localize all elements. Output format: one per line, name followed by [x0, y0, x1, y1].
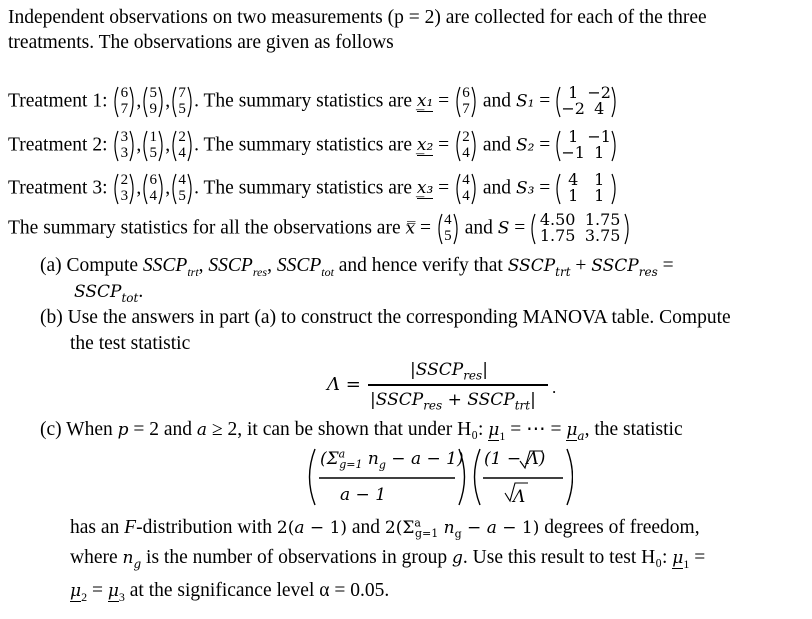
- observation-bottom: 5: [178, 101, 186, 117]
- mean-bottom: 7: [462, 101, 470, 117]
- cov-cell: 1: [594, 143, 605, 162]
- observation-top: 1: [149, 129, 157, 145]
- observation-vector: [142, 85, 164, 119]
- covariance-symbol: S₃: [515, 178, 535, 199]
- observation-bottom: 5: [178, 188, 186, 204]
- treatment-row-1: Treatment 1: 6 7 , 5 9 , 7 5 . The summary statistics are x̲₁ = 6 7 and S₁ = 1 −2 −2 4: [8, 85, 617, 119]
- treatment-covariance-matrix: [555, 129, 617, 163]
- overall-summary-text: The summary statistics for all the observations are: [8, 217, 401, 239]
- part-c-rest: is the number of observations in group: [146, 547, 448, 568]
- cov-cell: 4: [568, 170, 579, 189]
- observation-top: 7: [178, 85, 186, 101]
- treatment-label: Treatment 1:: [8, 90, 108, 112]
- mean-bottom: 4: [462, 145, 470, 161]
- part-c-end: , the statistic: [584, 419, 683, 440]
- part-c-mid: , it can be shown that under H₀:: [237, 419, 484, 440]
- overall-cov-cell: 1.75: [539, 226, 576, 245]
- and-word: and: [482, 177, 512, 199]
- cov-cell: −1: [587, 127, 611, 146]
- intro-line-2: treatments. The observations are given as follows: [8, 32, 394, 53]
- overall-cov-cell: 1.75: [584, 210, 621, 229]
- summary-phrase: The summary statistics are: [203, 134, 412, 156]
- treatment-covariance-matrix: [555, 85, 617, 119]
- covariance-symbol: S₁: [515, 91, 535, 112]
- observation-vector: [113, 129, 135, 163]
- cov-cell: 1: [594, 170, 605, 189]
- observation-top: 6: [120, 85, 129, 101]
- observation-bottom: 4: [149, 188, 157, 204]
- treatment-mean-vector: [455, 129, 477, 163]
- overall-mean-vector: [437, 212, 459, 246]
- observation-top: 2: [178, 129, 186, 145]
- observation-top: 5: [149, 85, 157, 101]
- observation-bottom: 5: [149, 145, 157, 161]
- overall-covariance-matrix: [530, 212, 630, 246]
- cov-cell: −2: [561, 99, 585, 118]
- mean-top: 4: [462, 172, 470, 188]
- mean-bottom: 4: [462, 188, 470, 204]
- observation-bottom: 9: [149, 101, 157, 117]
- part-b-line-1: (b) Use the answers in part (a) to construct the corresponding MANOVA table. Compute: [40, 307, 731, 328]
- part-b-line-2: the test statistic: [70, 333, 191, 354]
- part-a-line-1: (a) Compute $SSCP_{trt}$, $SSCP_{res}$, $SSCP_{tot}$ and hence verify that $SSCP_{trt}$ + $SSCP_{res}$ =: [40, 255, 674, 279]
- treatment-mean-vector: [455, 85, 477, 119]
- overall-summary-line: The summary statistics for all the observations are x̿ = 4 5 and S = 4.50 1.75 1.75 3.75: [8, 212, 630, 246]
- treatment-row-2: Treatment 2: 3 3 , 1 5 , 2 4 . The summary statistics are x̲₂ = 2 4 and S₂ = 1 −1 −1 1: [8, 129, 617, 163]
- intro-line-1: Independent observations on two measurements (p = 2) are collected for each of the three: [8, 7, 707, 28]
- cov-cell: 1: [594, 186, 605, 205]
- observation-bottom: 4: [178, 145, 186, 161]
- treatment-mean-symbol: x̲₂: [416, 135, 434, 156]
- observation-vector: [113, 172, 135, 206]
- cov-cell: 1: [568, 127, 579, 146]
- observation-vector: [171, 172, 193, 206]
- part-a-prefix: (a) Compute: [40, 255, 139, 276]
- and-word: and: [464, 217, 493, 239]
- cov-cell: −2: [587, 83, 611, 102]
- part-c-line-1: (c) When p = 2 and a ≥ 2, it can be shown that under H₀: $\mu_1$ = ⋯ = $\mu_a$, the statistic: [40, 419, 683, 443]
- treatment-covariance-matrix: [555, 172, 617, 206]
- and-word: and: [482, 90, 512, 112]
- summary-phrase: The summary statistics are: [203, 90, 412, 112]
- treatment-mean-symbol: x̲₃: [416, 178, 434, 199]
- observation-top: 3: [120, 129, 129, 145]
- part-c-line-5: $\mu_2 = \mu_3$ at the significance level α = 0.05.: [70, 580, 390, 604]
- observation-vector: [142, 172, 164, 206]
- part-c-prefix: (c) When: [40, 419, 113, 440]
- observation-vector: [142, 129, 164, 163]
- treatment-label: Treatment 2:: [8, 134, 108, 156]
- part-c-line-4: where $n_g$ is the number of observations in group g. Use this result to test H₀: $\mu_1$ =: [70, 547, 706, 571]
- and-word: and: [482, 134, 512, 156]
- observation-bottom: 3: [120, 145, 129, 161]
- mean-top: 2: [462, 129, 470, 145]
- summary-phrase: The summary statistics are: [203, 177, 412, 199]
- overall-cov-cell: 3.75: [584, 226, 621, 245]
- mean-top: 6: [462, 85, 470, 101]
- overall-mean-top: 4: [444, 212, 452, 228]
- cov-cell: 1: [568, 186, 579, 205]
- observation-vector: [171, 85, 193, 119]
- part-c-where: where: [70, 547, 118, 568]
- part-c-tail: . Use this result to test H₀:: [462, 547, 668, 568]
- overall-mean-bottom: 5: [444, 228, 452, 244]
- part-a-line-2: $SSCP_{tot}$.: [74, 281, 144, 305]
- observation-bottom: 3: [120, 188, 129, 204]
- overall-cov-cell: 4.50: [539, 210, 576, 229]
- observation-vector: [113, 85, 135, 119]
- observation-top: 2: [120, 172, 129, 188]
- part-c-significance: at the significance level α = 0.05.: [129, 580, 390, 601]
- observation-top: 6: [149, 172, 157, 188]
- treatment-mean-vector: [455, 172, 477, 206]
- document-page: Independent observations on two measurements (p = 2) are collected for each of the three treatments. The observations are given as follows Treatment 1: 6 7 , 5 9 , 7 5 . The summary statistics are x̲₁ = 6 7 and S₁ = 1 −2 −2 4 Treatment 2: 3 3 , 1 5 , 2 4 . The summary statistics are x̲₂ = 2 4 and S₂ = 1 −1 −1 1 Treatment 3: 2 3 , 6 4 , 4 5 . The summary statistics are x̲₃ = 4 4 and S₃ = 4 1 1 1 The summary statistics for all the observations are x̿ = 4 5 and S = 4.50 1.75 1.75 3.75 (a) Compute $SSCP_{trt}$, $SSCP_{res}$, $SSCP_{tot}$ and hence verify that $SSCP_{trt}$ + $SSCP_{res}$ = $SSCP_{tot}$. (b) Use the answers in part (a) to construct the corresponding MANOVA table. Compute the test statistic Λ = $|SSCP_{res}|$ $|SSCP_{res}$ + $SSCP_{trt}|$ . (c) When p = 2 and a ≥ 2, it can be shown that under H₀: $\mu_1$ = ⋯ = $\mu_a$, the statistic ($\Sigma^a_{g=1}$ $n_g - a - 1$) a − 1 (1 − Λ) Λ has an F-distribution with 2(a − 1) and $2(\Sigma^a_{g=1}$ $n_g - a - 1$) degrees of freedom, where $n_g$ is the number of observations in group g. Use this result to test H₀: $\mu_1$ = $\mu_2 = \mu_3$ at the significance level α = 0.05.: [8, 7, 731, 604]
- observation-vector: [171, 129, 193, 163]
- observation-top: 4: [178, 172, 186, 188]
- cov-cell: −1: [561, 143, 585, 162]
- treatment-row-3: Treatment 3: 2 3 , 6 4 , 4 5 . The summary statistics are x̲₃ = 4 4 and S₃ = 4 1 1 1: [8, 172, 617, 206]
- part-c-line-3: has an F-distribution with 2(a − 1) and $2(\Sigma^a_{g=1}$ $n_g - a - 1$) degrees of freedom,: [70, 516, 700, 541]
- treatment-mean-symbol: x̲₁: [416, 91, 434, 112]
- observation-bottom: 7: [120, 101, 129, 117]
- cov-cell: 1: [568, 83, 579, 102]
- cov-cell: 4: [594, 99, 605, 118]
- grand-mean-symbol: x̿: [405, 218, 416, 239]
- covariance-symbol: S₂: [515, 135, 535, 156]
- part-a-rest: and hence verify that: [338, 255, 503, 276]
- treatment-label: Treatment 3:: [8, 177, 108, 199]
